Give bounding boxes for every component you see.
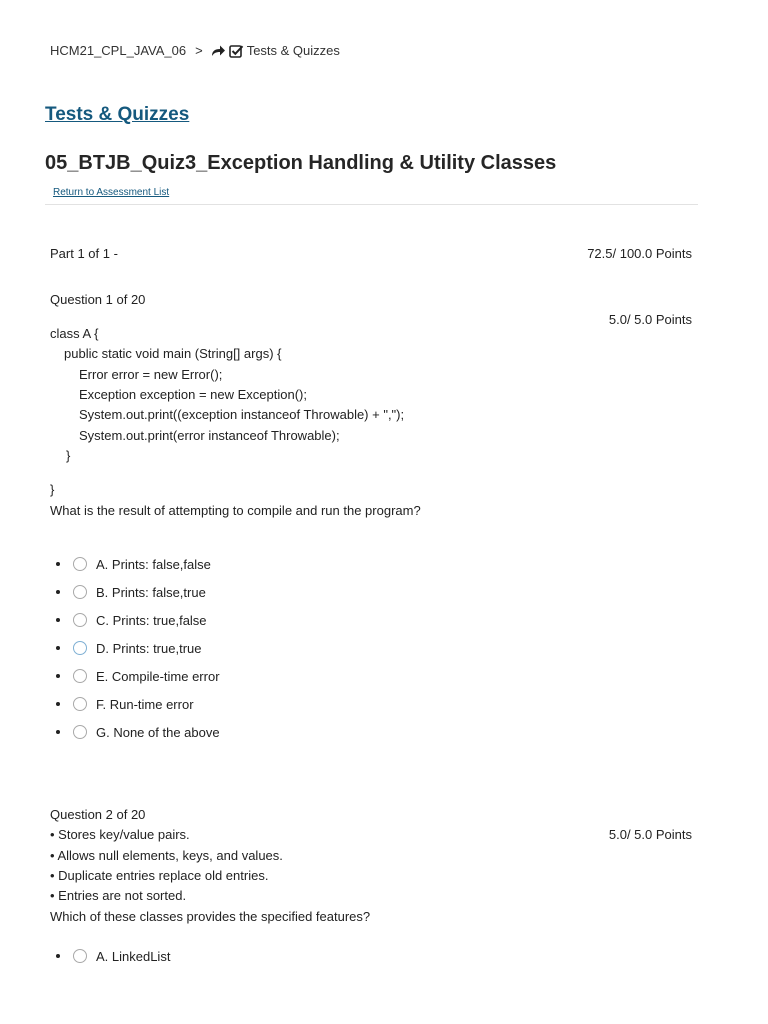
bullet [56, 954, 60, 958]
code-line: public static void main (String[] args) { [64, 346, 282, 361]
answer-option[interactable] [50, 578, 220, 606]
tool-title-link[interactable]: Tests & Quizzes [45, 104, 190, 125]
answer-label: E. Compile-time error [96, 668, 220, 684]
answer-label: D. Prints: true,true [96, 640, 202, 656]
answer-label: F. Run-time error [96, 696, 194, 712]
radio-button[interactable] [73, 557, 87, 571]
code-line: System.out.print((exception instanceof Throwable) + ","); [79, 407, 405, 422]
part-label: Part 1 of 1 - [50, 246, 118, 261]
answer-label: A. LinkedList [96, 948, 171, 964]
breadcrumb-separator: > [195, 43, 203, 58]
code-line: System.out.print(error instanceof Throwable); [79, 428, 340, 443]
answer-option[interactable] [50, 634, 220, 662]
question-1-answers [50, 550, 220, 746]
code-line: } [66, 448, 71, 463]
bullet [56, 730, 60, 734]
answer-option[interactable] [50, 606, 220, 634]
bullet [56, 674, 60, 678]
return-to-assessment-list-link[interactable]: Return to Assessment List [53, 187, 170, 198]
answer-option[interactable] [50, 662, 220, 690]
description-line: • Duplicate entries replace old entries. [50, 868, 269, 883]
radio-button[interactable] [73, 697, 87, 711]
breadcrumb-tool: Tests & Quizzes [246, 43, 340, 58]
bullet [56, 562, 60, 566]
breadcrumb [50, 43, 340, 58]
answer-label: B. Prints: false,true [96, 584, 206, 600]
radio-button[interactable] [73, 585, 87, 599]
share-arrow-icon [211, 44, 226, 57]
bullet [56, 618, 60, 622]
radio-button[interactable] [73, 613, 87, 627]
answer-label: G. None of the above [96, 724, 220, 740]
question-2-header: Question 2 of 20 [50, 807, 146, 822]
breadcrumb-site[interactable]: HCM21_CPL_JAVA_06 [50, 43, 187, 58]
answer-option[interactable] [50, 718, 220, 746]
code-line: } [50, 482, 55, 497]
code-line: class A { [50, 326, 99, 341]
code-line: Error error = new Error(); [79, 367, 223, 382]
radio-button[interactable] [73, 641, 87, 655]
code-line: Exception exception = new Exception(); [79, 387, 307, 402]
part-points: 72.5/ 100.0 Points [587, 246, 692, 261]
radio-button[interactable] [73, 725, 87, 739]
divider [45, 204, 698, 205]
question-2-points: 5.0/ 5.0 Points [608, 827, 692, 842]
description-line: • Stores key/value pairs. [50, 827, 190, 842]
description-line: • Entries are not sorted. [50, 888, 187, 903]
bullet [56, 590, 60, 594]
answer-option[interactable] [50, 942, 170, 970]
answer-label: C. Prints: true,false [96, 612, 207, 628]
question-1-points: 5.0/ 5.0 Points [608, 312, 692, 327]
radio-button[interactable] [73, 669, 87, 683]
question-2-prompt: Which of these classes provides the specified features? [50, 909, 371, 924]
bullet [56, 646, 60, 650]
description-line: • Allows null elements, keys, and values. [50, 848, 283, 863]
checkbox-checked-icon [229, 44, 244, 58]
radio-button[interactable] [73, 949, 87, 963]
answer-option[interactable] [50, 690, 220, 718]
question-1-header: Question 1 of 20 [50, 292, 146, 307]
answer-label: A. Prints: false,false [96, 556, 211, 572]
question-2-answers [50, 942, 170, 970]
answer-option[interactable] [50, 550, 220, 578]
page-title: 05_BTJB_Quiz3_Exception Handling & Utility Classes [45, 152, 557, 174]
bullet [56, 702, 60, 706]
question-1-prompt: What is the result of attempting to compile and run the program? [50, 503, 421, 518]
